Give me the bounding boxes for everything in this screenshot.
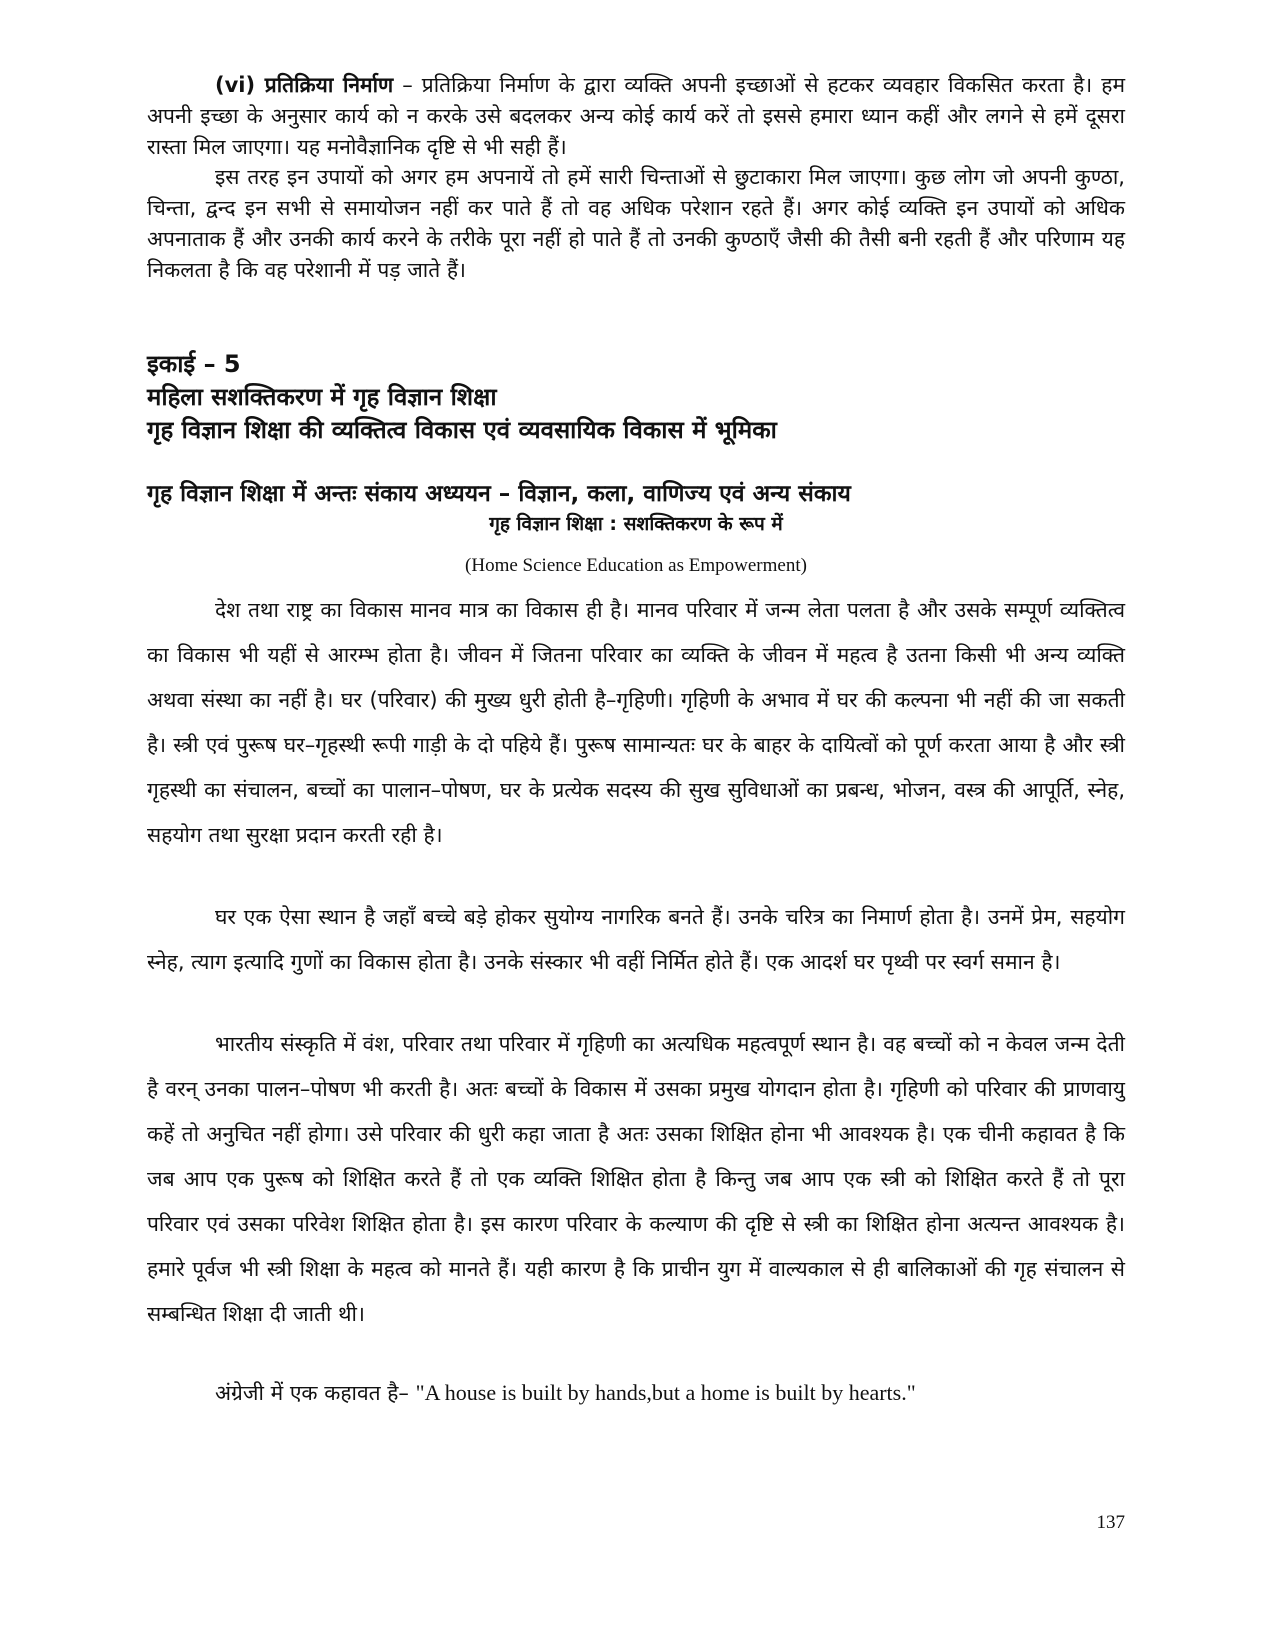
section-heading: गृह विज्ञान शिक्षा में अन्तः संकाय अध्ययन – विज्ञान, कला, वाणिज्य एवं अन्य संकाय	[147, 481, 851, 507]
english-heading: (Home Science Education as Empowerment)	[465, 555, 807, 576]
section-vi-label: (vi) प्रतिक्रिया निर्माण	[215, 73, 394, 97]
center-heading: गृह विज्ञान शिक्षा : सशक्तिकरण के रूप में	[489, 513, 783, 535]
unit-title: महिला सशक्तिकरण में गृह विज्ञान शिक्षा	[147, 383, 497, 411]
page-number: 137	[1096, 1512, 1125, 1533]
body-paragraph-1: देश तथा राष्ट्र का विकास मानव मात्र का विकास ही है। मानव परिवार में जन्म लेता पलता है और उसके सम्पूर्ण व्यक्तित्व का विकास भी यहीं से आरम्भ होता है। जीवन में जितना परिवार का व्यक्ति के जीवन में महत्व है उतना किसी भी अन्य व्यक्ति अथवा संस्था का नहीं है। घर (परिवार) की मुख्य धुरी होती है–गृहिणी। गृहिणी के अभाव में घर की कल्पना भी नहीं की जा सकती है। स्त्री एवं पुरूष घर–गृहस्थी रूपी गाड़ी के दो पहिये हैं। पुरूष सामान्यतः घर के बाहर के दायित्वों को पूर्ण करता आया है और स्त्री गृहस्थी का संचालन, बच्चों का पालान–पोषण, घर के प्रत्येक सदस्य की सुख सुविधाओं का प्रबन्ध, भोजन, वस्त्र की आपूर्ति, स्नेह, सहयोग तथा सुरक्षा प्रदान करती रही है।	[147, 598, 1125, 847]
conclusion-paragraph: इस तरह इन उपायों को अगर हम अपनायें तो हमें सारी चिन्ताओं से छुटाकारा मिल जाएगा। कुछ लोग जो अपनी कुण्ठा, चिन्ता, द्वन्द इन सभी से समायोजन नहीं कर पाते हैं तो वह अधिक परेशान रहते हैं। अगर कोई व्यक्ति इन उपायों को अधिक अपनाताक हैं और उनकी कार्य करने के तरीके पूरा नहीं हो पाते हैं तो उनकी कुण्ठाएँ जैसी की तैसी बनी रहती हैं और परिणाम यह निकलता है कि वह परेशानी में पड़ जाते हैं।	[147, 165, 1125, 282]
unit-subtitle: गृह विज्ञान शिक्षा की व्यक्तित्व विकास एवं व्यवसायिक विकास में भूमिका	[147, 416, 777, 444]
section-vi-text: – प्रतिक्रिया निर्माण के द्वारा व्यक्ति अपनी इच्छाओं से हटकर व्यवहार विकसित करता है। हम अपनी इच्छा के अनुसार कार्य को न करके उसे बदलकर अन्य कोई कार्य करें तो इससे हमारा ध्यान कहीं और लगने से हमें दूसरा रास्ता मिल जाएगा। यह मनोवैज्ञानिक दृष्टि से भी सही हैं।	[147, 73, 1126, 159]
proverb-line	[147, 1370, 1125, 1416]
body-paragraph-2: घर एक ऐसा स्थान है जहाँ बच्चे बड़े होकर सुयोग्य नागरिक बनते हैं। उनके चरित्र का निमार्ण होता है। उनमें प्रेम, सहयोग स्नेह, त्याग इत्यादि गुणों का विकास होता है। उनके संस्कार भी वहीं निर्मित होते हैं। एक आदर्श घर पृथ्वी पर स्वर्ग समान है।	[147, 905, 1125, 974]
body-paragraph-3: भारतीय संस्कृति में वंश, परिवार तथा परिवार में गृहिणी का अत्यधिक महत्वपूर्ण स्थान है। वह बच्चों को न केवल जन्म देती है वरन् उनका पालन–पोषण भी करती है। अतः बच्चों के विकास में उसका प्रमुख योगदान होता है। गृहिणी को परिवार की प्राणवायु कहें तो अनुचित नहीं होगा। उसे परिवार की धुरी कहा जाता है अतः उसका शिक्षित होना भी आवश्यक है। एक चीनी कहावत है कि जब आप एक पुरूष को शिक्षित करते हैं तो एक व्यक्ति शिक्षित होता है किन्तु जब आप एक स्त्री को शिक्षित करते हैं तो पूरा परिवार एवं उसका परिवेश शिक्षित होता है। इस कारण परिवार के कल्याण की दृष्टि से स्त्री का शिक्षित होना अत्यन्त आवश्यक है। हमारे पूर्वज भी स्त्री शिक्षा के महत्व को मानते हैं। यही कारण है कि प्राचीन युग में वाल्यकाल से ही बालिकाओं की गृह संचालन से सम्बन्धित शिक्षा दी जाती थी।	[147, 1032, 1125, 1326]
section-vi-paragraph	[147, 70, 1125, 163]
proverb-quote: "A house is built by hands,but a home is built by hearts."	[415, 1380, 916, 1405]
proverb-intro: अंग्रेजी में एक कहावत है–	[215, 1381, 416, 1405]
unit-number: इकाई – 5	[147, 350, 241, 378]
